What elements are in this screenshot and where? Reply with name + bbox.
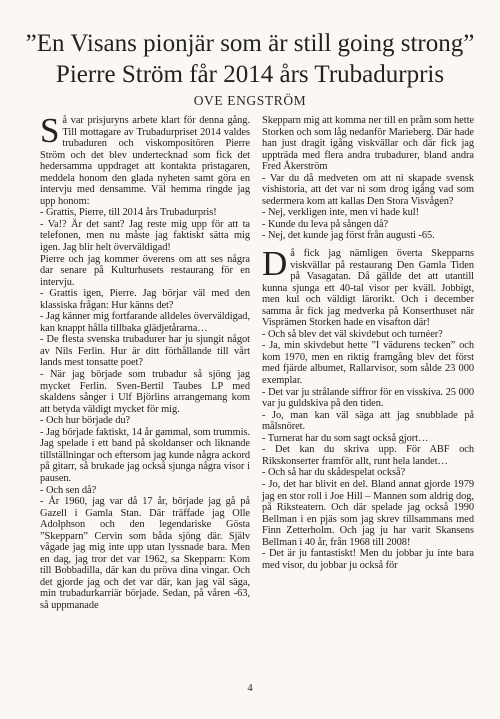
paragraph: - Nej, verkligen inte, men vi hade kul! xyxy=(262,207,420,219)
paragraph: - Och så blev det väl skivdebut och turnéer? xyxy=(262,328,443,340)
paragraph: - Va!? Är det sant? Jag reste mig upp för att ta telefonen, men nu måste jag faktiskt sätta mig igen. Jag blir helt överväldigad! xyxy=(40,218,250,254)
paragraph xyxy=(40,111,250,207)
paragraph: - Grattis igen, Pierre. Jag börjar väl med den klassiska frågan: Hur känns det? xyxy=(40,288,250,311)
paragraph: - Jo, det har blivit en del. Bland annat gjorde 1979 jag en stor roll i Joe Hill – Mannen som aldrig dog, på Riksteatern. Och där spelade jag också 1990 Bellman i en pjäs som jag skrev tillsammans med Finn Zetterholm. Och jag ju har varit Skansens Bellman i 40 år, från 1968 till 2008! xyxy=(262,478,474,548)
paragraph: - Jag känner mig fortfarande alldeles överväldigad, kan knappt hålla tillbaka glädjetårarna… xyxy=(40,311,250,334)
paragraph: - Det var ju strålande siffror för en visskiva. 25 000 var ju guldskiva på den tiden. xyxy=(262,386,474,410)
paragraph: - Nej, det kunde jag först från augusti -65. xyxy=(262,230,435,242)
right-column xyxy=(262,115,474,571)
paragraph: - Jag började faktiskt, 14 år gammal, som trummis. Jag spelade i ett band på skoldanser och liknande tillställningar och eftersom jag kunde några ackord på gitarr, så brukade jag också sjunga några visor i pausen. xyxy=(40,426,250,484)
paragraph: - Och sen då? xyxy=(40,484,97,496)
paragraph: - Det kan du skriva upp. För ABF och Rikskonserter framför allt, runt hela landet… xyxy=(262,444,474,467)
paragraph: - Och hur började du? xyxy=(40,415,131,427)
paragraph: Skepparn mig att komma ner till en pråm som hette Storken och som låg nedanför Marieberg. Där hade han just dragit igång viskvällar och där fick jag uppträda med flera andra trubadurer, bland andra Fred Åkerström xyxy=(262,115,474,173)
paragraph: - Kunde du leva på sången då? xyxy=(262,218,389,230)
article-title: ”En Visans pionjär som är still going strong” xyxy=(25,30,475,57)
author-byline: OVE ENGSTRÖM xyxy=(193,93,307,108)
paragraph-text: å var prisjuryns arbete klart för denna gång. Till mottagare av Trubadurpriset 2014 valdes trubaduren och viskompositören Pierre Ström och det blev undertecknad som fick det hedersamma uppdraget att kontakta pristagaren, meddela honom den glada nyheten samt göra en intervju med densamme. Väl hemma ringde jag upp honom: xyxy=(40,115,250,207)
paragraph: - När jag började som trubadur så sjöng jag mycket Ferlin. Sven-Bertil Taubes LP med skaldens sånger i Ulf Björlins arrangemang kom att betyda väldigt mycket för mig. xyxy=(40,369,250,415)
page-number: 4 xyxy=(247,683,253,694)
left-column xyxy=(40,111,250,612)
paragraph-text: å fick jag nämligen överta Skepparns viskvällar på restaurang Den Gamla Tiden på Vasagatan. Då gällde det att utantill kunna sjunga ett 40-tal visor per kväll. Jobbigt, men kul och väldigt lärorikt. Och i december samma år fick jag medverka på Konserthuset när Visprämen Storken hade en visafton där! xyxy=(262,248,474,329)
paragraph: Pierre och jag kommer överens om att ses några dar senare på Kulturhusets restaurang för en intervju. xyxy=(40,253,250,288)
paragraph: - Jo, man kan väl säga att jag snubblade på målsnöret. xyxy=(262,409,474,433)
drop-cap: D xyxy=(262,244,288,284)
paragraph: - De flesta svenska trubadurer har ju sjungit något av Nils Ferlin. Hur är ditt förhållande till vårt lands mest tonsatte poet? xyxy=(40,334,250,369)
paragraph: - Grattis, Pierre, till 2014 års Trubadurpris! xyxy=(40,207,217,219)
paragraph: - År 1960, jag var då 17 år, började jag gå på Gazell i Gamla Stan. Där träffade jag Olle Adolphson och den legendariske Gösta ”Skepparn” Cervin som båda sjöng där. Själv vågade jag mig inte upp utan lyssnade bara. Men en dag, jag tror det var 1962, sa Skepparn: Kom till Bobbadilla, där kan du pröva dina vingar. Och det gjorde jag och det var där, kan jag väl säga, min trubadurkarriär började. Sedan, på våren -63, så uppmanade xyxy=(40,496,250,611)
paragraph: - Det är ju fantastiskt! Men du jobbar ju inte bara med visor, du jobbar ju också för xyxy=(262,548,474,571)
paragraph: - Var du då medveten om att ni skapade svensk vishistoria, att det var ni som drog igång vad som sedermera kom att kallas Den Stora Visvågen? xyxy=(262,172,474,207)
drop-cap: S xyxy=(40,111,60,150)
paragraph: - Ja, min skivdebut hette ”I vädurens tecken” och kom 1970, men en riktig framgång blev det först med fjärde albumet, Rallarvisor, som sålde 23 000 exemplar. xyxy=(262,340,474,387)
paragraph xyxy=(262,244,474,329)
article-subtitle: Pierre Ström får 2014 års Trubadurpris xyxy=(55,61,445,88)
paragraph: - Och så har du skådespelat också? xyxy=(262,467,406,479)
paragraph: - Turnerat har du som sagt också gjort… xyxy=(262,432,429,444)
